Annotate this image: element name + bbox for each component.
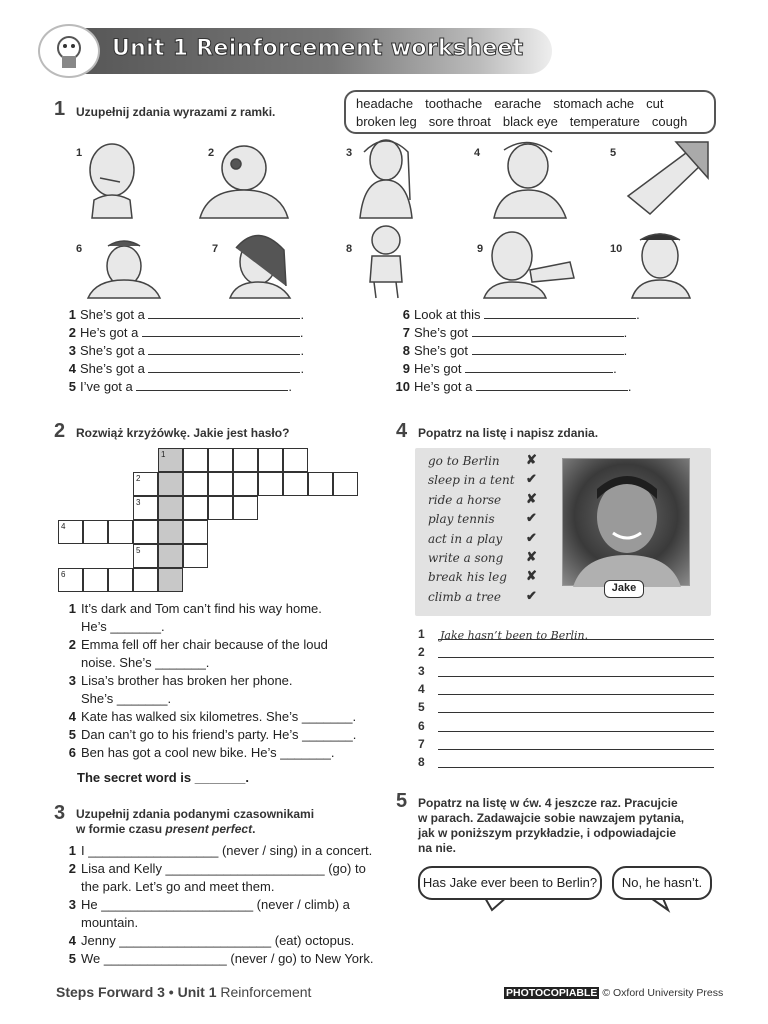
exercise-1-instruction: Uzupełnij zdania wyrazami z ramki. [76,105,276,119]
cross-icon: ✘ [526,549,537,564]
activity-label: act in a play [428,531,503,546]
sentence-row: 6 Look at this . [402,307,640,322]
line-number: 3 [418,663,425,678]
photocopiable-badge: PHOTOCOPIABLE [506,987,598,999]
sentence-row: 8 She’s got . [402,343,628,358]
crossword-clue-number: 3 [136,498,141,507]
activity-label: climb a tree [428,589,502,604]
check-icon: ✔ [526,529,537,545]
sentence-row: 1 She’s got a . [68,307,305,322]
page-title: Unit 1 Reinforcement worksheet [112,36,524,61]
instruction-line: jak w poniższym przykładzie, i odpowiadajcie [418,826,677,840]
activity-label: write a song [428,551,504,565]
crossword-clue-number: 4 [61,522,66,531]
word: temperature [569,114,640,129]
sentence-row: 7 She’s got . [402,325,628,340]
crossword-clue-number: 5 [136,546,141,555]
jake-name-label: Jake [604,580,644,598]
picture-number: 10 [610,243,623,255]
cross-icon: ✘ [526,490,537,506]
sentence-row: 3 She’s got a . [68,343,305,358]
line-number: 5 [418,700,425,715]
line-number: 2 [418,645,425,660]
gap-item: 2 Lisa and Kelly ______________________ (go) to the park. Let’s go and meet them. [68,861,366,894]
secret-word: The secret word is _______. [77,770,249,785]
instruction-line: na nie. [418,841,457,855]
exercise-2-number: 2 [54,420,66,442]
gap-item: 4 Jenny _____________________ (eat) octopus. [68,933,355,948]
cross-icon: ✘ [526,568,537,584]
check-icon: ✔ [526,510,537,526]
activity-label: ride a horse [428,492,502,507]
word: stomach ache [553,96,635,111]
line-number: 4 [418,681,425,696]
activity-label: play tennis [428,512,495,527]
picture-number: 7 [212,243,219,255]
instruction-line: Uzupełnij zdania podanymi czasownikami [76,807,315,821]
activity-label: go to Berlin [428,454,500,468]
crossword-clue-number: 6 [61,570,66,579]
footer-course: Steps Forward 3 • Unit 1 Reinforcement [56,984,312,1000]
gap-item: 5 We _________________ (never / go) to New York. [68,951,374,966]
answer-bubble: No, he hasn’t. [612,866,712,900]
exercise-2-instruction: Rozwiąż krzyżówkę. Jakie jest hasło? [76,426,290,440]
word: black eye [502,114,558,129]
line-number: 7 [418,736,425,751]
exercise-1-number: 1 [54,98,66,120]
gap-item: 3 He _____________________ (never / climb) a mountain. [68,897,350,930]
word: cough [651,114,688,129]
word: toothache [425,96,483,111]
gap-item: 1 I __________________ (never / sing) in a concert. [68,843,373,858]
line-number: 6 [418,718,425,733]
word: headache [356,96,414,111]
activity-label: sleep in a tent [428,473,515,488]
crossword-clue-number: 2 [136,474,141,483]
picture-number: 5 [610,147,617,159]
picture-number: 9 [477,243,484,255]
check-icon: ✔ [526,471,537,487]
example-answer: Jake hasn’t been to Berlin. [440,629,589,642]
exercise-3-number: 3 [54,802,66,824]
picture-number: 2 [208,147,215,159]
word: sore throat [428,114,491,129]
activity-label: break his leg [428,570,507,585]
cross-icon: ✘ [526,452,537,467]
clue-item: 5 Dan can’t go to his friend’s party. He’s _______. [68,727,357,742]
word: broken leg [356,114,417,129]
exercise-4-instruction: Popatrz na listę i napisz zdania. [418,426,599,440]
check-icon: ✔ [526,587,537,603]
sentence-row: 4 She’s got a . [68,361,305,376]
sentence-row: 10 He’s got a . [395,379,632,394]
word: cut [646,96,664,111]
clue-item: 3 Lisa’s brother has broken her phone. She’s _______. [68,673,293,706]
exercise-5-number: 5 [396,790,408,812]
instruction-line: w parach. Zadawajcie sobie nawzajem pytania, [418,811,685,825]
picture-number: 6 [76,243,83,255]
sentence-row: 2 He’s got a . [68,325,304,340]
picture-number: 3 [346,147,353,159]
clue-item: 1 It’s dark and Tom can’t find his way home. He’s _______. [68,601,322,634]
picture-number: 1 [76,147,83,159]
instruction-line: Popatrz na listę w ćw. 4 jeszcze raz. Pracujcie [418,796,678,810]
footer-publisher: PHOTOCOPIABLE © Oxford University Press [506,987,724,999]
instruction-line: w formie czasu present perfect. [76,822,256,836]
picture-number: 8 [346,243,353,255]
clue-item: 2 Emma fell off her chair because of the loud noise. She’s _______. [68,637,328,670]
sentence-row: 9 He’s got . [402,361,617,376]
picture-number: 4 [474,147,481,159]
clue-item: 4 Kate has walked six kilometres. She’s _______. [68,709,357,724]
crossword-clue-number: 1 [161,450,166,459]
sentence-row: 5 I’ve got a . [68,379,293,394]
line-number: 8 [418,755,425,770]
clue-item: 6 Ben has got a cool new bike. He’s _______. [68,745,335,760]
exercise-4-number: 4 [396,420,408,442]
question-bubble: Has Jake ever been to Berlin? [418,866,602,900]
line-number: 1 [418,627,425,641]
word: earache [494,96,542,111]
